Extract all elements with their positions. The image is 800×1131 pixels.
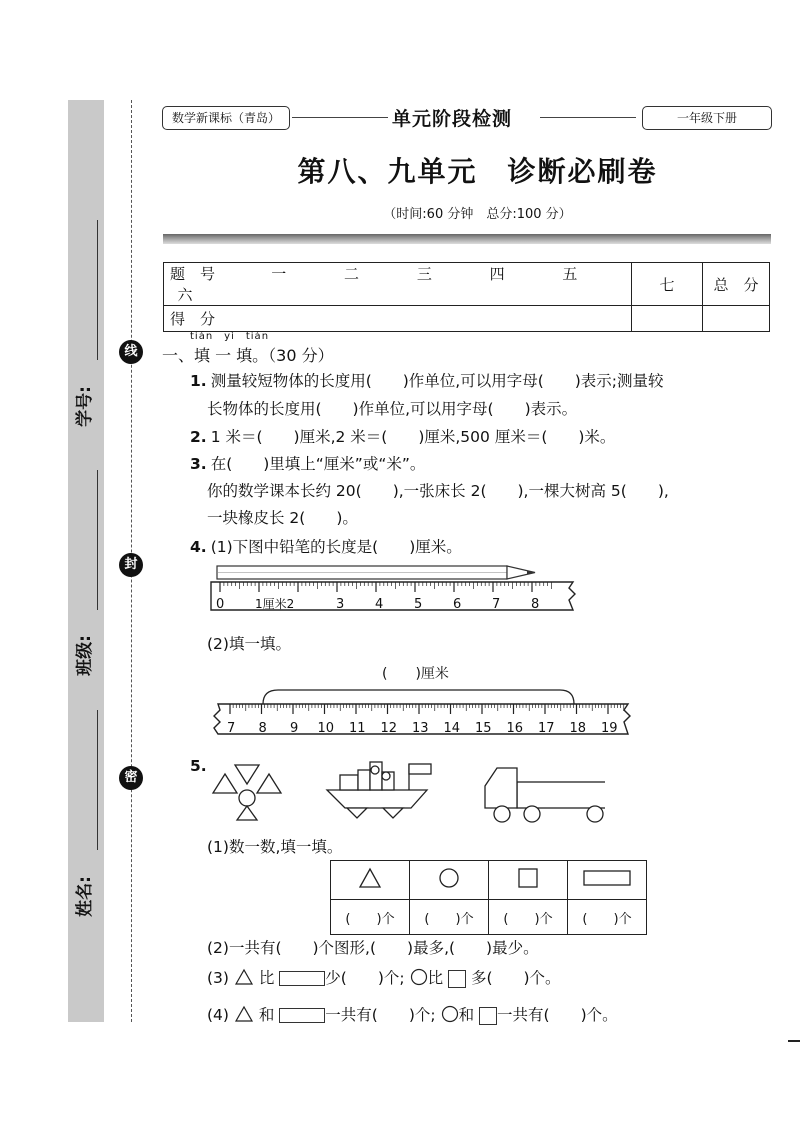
seal-secret: 密	[119, 766, 143, 790]
score-header-5: 五	[562, 265, 578, 283]
ruler2-label: 17	[538, 721, 555, 736]
curriculum-tag: 数学新课标（青岛）	[162, 106, 290, 130]
q1-line1	[190, 369, 664, 391]
ruler1-label-6: 6	[453, 597, 462, 612]
q5-number-text: 5.	[190, 757, 207, 775]
circle-count[interactable]: ( )个	[410, 900, 489, 935]
q3-number: 3.	[190, 455, 207, 473]
q5-part4	[207, 1003, 618, 1025]
score-table-header-row	[164, 263, 770, 306]
score-header-7: 七	[632, 263, 703, 306]
q1-text-1: 测量较短物体的长度用( )作单位,可以用字母( )表示;测量较	[210, 372, 664, 390]
ruler2-label: 10	[317, 721, 335, 736]
circle-icon	[410, 968, 428, 986]
time-info: （时间:60 分钟 总分:100 分）	[383, 207, 572, 222]
q3-text-1: 在( )里填上“厘米”或“米”。	[210, 455, 426, 473]
ruler1-label-0: 0	[216, 597, 225, 612]
q5-part3-b: 比	[258, 969, 275, 987]
score-header-3: 三	[416, 265, 432, 283]
q2-text: 1 米＝( )厘米,2 米＝( )厘米,500 厘米＝( )米。	[210, 428, 616, 446]
section-pinyin: tián yì tián	[190, 331, 270, 342]
score-cell-7[interactable]	[632, 306, 703, 332]
ruler1-label-3: 3	[336, 597, 345, 612]
header-rule-left	[292, 117, 388, 118]
header-title: 单元阶段检测	[392, 108, 513, 130]
q5-part2: (2)一共有( )个图形,( )最多,( )最少。	[207, 939, 539, 957]
q1-number: 1.	[190, 372, 207, 390]
student-id-label: 学号:	[74, 386, 95, 427]
q2-number: 2.	[190, 428, 207, 446]
seal-seal: 封	[119, 553, 143, 577]
square-icon	[517, 867, 539, 889]
student-id-line	[97, 220, 98, 360]
q5-part4-a: (4)	[207, 1006, 229, 1024]
ruler1-label-5: 5	[414, 597, 423, 612]
circle-cell	[410, 861, 489, 900]
ruler2-label: 16	[506, 721, 524, 736]
q5-part4-c: 一共有( )个;	[325, 1006, 436, 1024]
square-icon	[479, 1007, 497, 1025]
triangle-cell	[331, 861, 410, 900]
ruler2-label: 8	[258, 721, 267, 736]
rectangle-icon	[279, 971, 325, 986]
ruler-with-bracket	[210, 660, 640, 740]
name-label: 姓名:	[74, 876, 95, 917]
q5-part3-a: (3)	[207, 969, 229, 987]
ruler2-label: 15	[475, 721, 492, 736]
q5-part3	[207, 966, 561, 988]
q3-text-3: 一块橡皮长 2( )。	[207, 509, 358, 527]
pencil	[217, 566, 535, 579]
triangle-icon	[358, 867, 382, 889]
q5-part3-d: 比	[427, 969, 444, 987]
bracket-label: ( )厘米	[382, 666, 449, 682]
score-header-2: 二	[344, 265, 360, 283]
q5-part4-d: 和	[458, 1006, 475, 1024]
score-row-label: 得 分	[164, 306, 632, 332]
q5-part4-b: 和	[258, 1006, 275, 1024]
q5-part3-c: 少( )个;	[325, 969, 405, 987]
rectangle-icon	[279, 1008, 325, 1023]
score-header-1: 一	[271, 265, 287, 283]
ruler1-label-8: 8	[531, 597, 540, 612]
ruler2-label: 19	[601, 721, 618, 736]
rectangle-cell	[568, 861, 647, 900]
shape-answers-row	[331, 900, 647, 935]
shape-count-table	[330, 860, 647, 935]
square-icon	[448, 970, 466, 988]
rectangle-icon	[582, 868, 632, 888]
q4-number: 4.	[190, 538, 207, 556]
q2	[190, 425, 615, 447]
q4-part2: (2)填一填。	[207, 635, 291, 653]
score-cell-total[interactable]	[703, 306, 770, 332]
square-cell	[489, 861, 568, 900]
triangle-icon	[234, 1005, 254, 1023]
score-table	[163, 262, 770, 332]
score-header-4: 四	[489, 265, 505, 283]
score-header-label: 题 号	[170, 265, 216, 283]
circle-icon	[438, 867, 460, 889]
page-edge-mark	[788, 1040, 800, 1042]
score-header-6: 六	[177, 286, 193, 304]
q5-part4-e: 一共有( )个。	[497, 1006, 618, 1024]
triangle-count[interactable]: ( )个	[331, 900, 410, 935]
triangle-icon	[234, 968, 254, 986]
shape-icons-row	[331, 861, 647, 900]
q4-part1-text: (1)下图中铅笔的长度是( )厘米。	[210, 538, 462, 556]
seal-line: 线	[119, 340, 143, 364]
header-rule-right	[540, 117, 636, 118]
page-title: 第八、九单元 诊断必刷卷	[297, 155, 658, 188]
ruler2-label: 13	[412, 721, 429, 736]
q5-part3-e: 多( )个。	[470, 969, 561, 987]
section-title: 一、填 一 填。（30 分）	[162, 346, 334, 365]
square-count[interactable]: ( )个	[489, 900, 568, 935]
ruler1-label-4: 4	[375, 597, 384, 612]
figure-truck	[485, 768, 605, 822]
rectangle-count[interactable]: ( )个	[568, 900, 647, 935]
q3-text-2: 你的数学课本长约 20( ),一张床长 2( ),一棵大树高 5( ),	[207, 482, 669, 500]
circle-icon	[441, 1005, 459, 1023]
ruler2-label: 11	[349, 721, 366, 736]
class-line	[97, 470, 98, 610]
ruler1-label-7: 7	[492, 597, 501, 612]
name-line	[97, 710, 98, 850]
q5-part1: (1)数一数,填一填。	[207, 838, 343, 856]
ruler-with-pencil	[205, 560, 585, 620]
header-divider	[163, 234, 771, 244]
ruler1-label-1: 1厘米2	[255, 597, 295, 611]
figure-person	[213, 765, 281, 820]
score-header-total: 总 分	[703, 263, 770, 306]
question-number-cells	[164, 263, 632, 306]
bracket	[263, 690, 574, 704]
figure-ship	[327, 762, 431, 818]
q4-part1	[190, 535, 462, 557]
ruler2-label: 18	[569, 721, 587, 736]
ruler2-label: 14	[443, 721, 461, 736]
class-label: 班级:	[74, 635, 95, 676]
q1-text-2: 长物体的长度用( )作单位,可以用字母( )表示。	[207, 400, 578, 418]
ruler2-label: 7	[227, 721, 236, 736]
q3-line1	[190, 452, 425, 474]
ruler2-label: 9	[290, 721, 299, 736]
grade-tag: 一年级下册	[642, 106, 772, 130]
shape-figures	[205, 760, 605, 830]
ruler2-label: 12	[380, 721, 398, 736]
